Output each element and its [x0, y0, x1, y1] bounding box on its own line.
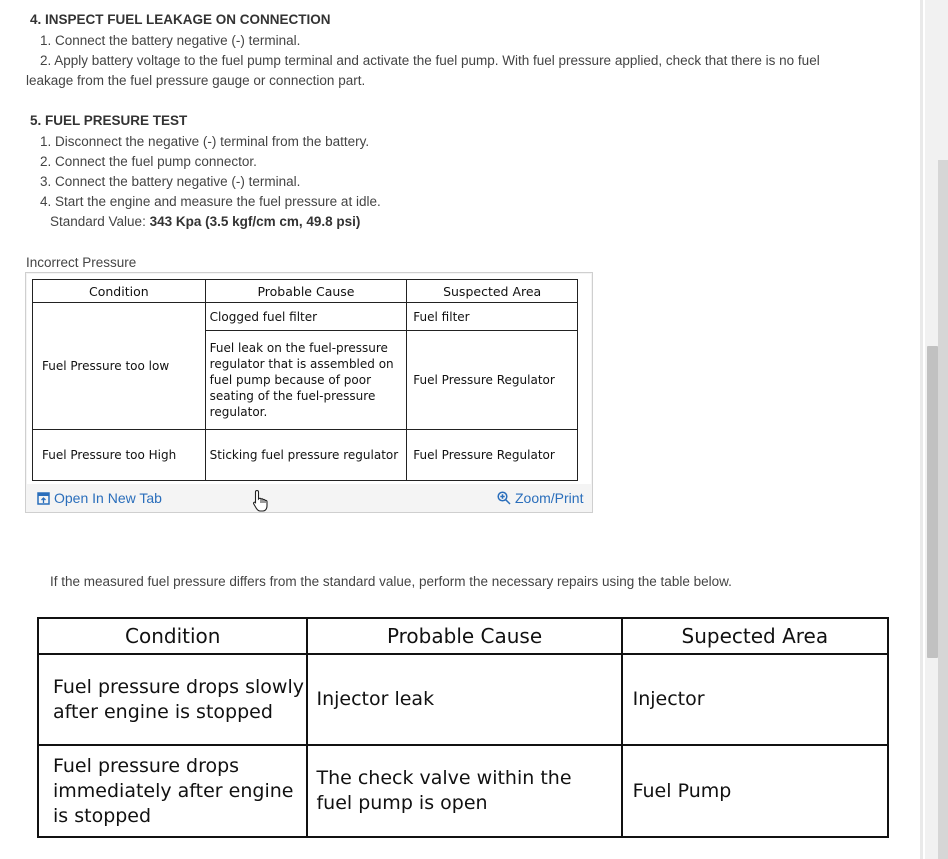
figure-header-condition: Condition	[33, 280, 206, 303]
figure-cause-cell: Clogged fuel filter	[205, 303, 407, 331]
section-4-heading: 4. INSPECT FUEL LEAKAGE ON CONNECTION	[30, 12, 331, 27]
section-5-heading: 5. FUEL PRESURE TEST	[30, 113, 188, 128]
table-header-cause: Probable Cause	[307, 618, 621, 654]
zoom-print-label: Zoom/Print	[515, 490, 584, 506]
figure-table	[32, 279, 578, 481]
hand-pointer-icon	[252, 489, 270, 518]
figure-area-cell: Fuel filter	[407, 303, 578, 331]
table-header-area: Supected Area	[622, 618, 888, 654]
figure-row	[33, 430, 578, 481]
figure-header-cause: Probable Cause	[205, 280, 407, 303]
table-area-cell: Fuel Pump	[622, 745, 888, 837]
figure-area-cell: Fuel Pressure Regulator	[407, 430, 578, 481]
intro-paragraph: If the measured fuel pressure differs from the standard value, perform the necessary repairs using the table below.	[50, 574, 732, 589]
figure-header-area: Suspected Area	[407, 280, 578, 303]
section-5-step-4: 4. Start the engine and measure the fuel pressure at idle.	[40, 194, 381, 209]
repair-table	[37, 617, 889, 838]
open-in-new-tab-link[interactable]	[37, 490, 162, 508]
figure-row	[33, 303, 578, 331]
figure-caption: Incorrect Pressure	[26, 255, 137, 270]
table-condition-cell: Fuel pressure drops immediately after engine is stopped	[38, 745, 307, 837]
section-4-step-1: 1. Connect the battery negative (-) terminal.	[40, 33, 301, 48]
content-border	[920, 0, 923, 859]
section-4-step-2: 2. Apply battery voltage to the fuel pump terminal and activate the fuel pump. With fuel pressure applied, check that there is no fuel	[40, 53, 820, 68]
figure-cause-cell: Sticking fuel pressure regulator	[205, 430, 407, 481]
table-row	[38, 745, 888, 837]
figure-condition-cell: Fuel Pressure too High	[33, 430, 206, 481]
zoom-in-icon	[497, 491, 511, 508]
figure-cause-cell: Fuel leak on the fuel-pressure regulator that is assembled on fuel pump because of poor seating of the fuel-pressure regulator.	[205, 331, 407, 430]
table-cause-cell: Injector leak	[307, 654, 621, 745]
table-condition-cell: Fuel pressure drops slowly after engine is stopped	[38, 654, 307, 745]
standard-value-amount: 343 Kpa (3.5 kgf/cm cm, 49.8 psi)	[149, 214, 361, 229]
standard-value-label: Standard Value:	[50, 214, 150, 229]
figure-condition-cell: Fuel Pressure too low	[33, 303, 206, 430]
open-in-new-tab-icon	[37, 492, 50, 508]
scrollbar-edge	[938, 160, 948, 859]
section-5-step-1: 1. Disconnect the negative (-) terminal from the battery.	[40, 134, 370, 149]
section-5-step-3: 3. Connect the battery negative (-) terminal.	[40, 174, 301, 189]
table-area-cell: Injector	[622, 654, 888, 745]
table-cause-cell: The check valve within the fuel pump is open	[307, 745, 621, 837]
figure-area-cell: Fuel Pressure Regulator	[407, 331, 578, 430]
table-row	[38, 654, 888, 745]
standard-value	[50, 214, 360, 229]
open-in-new-tab-label: Open In New Tab	[54, 490, 162, 506]
table-header-condition: Condition	[38, 618, 307, 654]
zoom-print-link[interactable]	[497, 490, 583, 508]
section-4-step-2-continued: leakage from the fuel pressure gauge or connection part.	[26, 73, 366, 88]
scrollbar-thumb[interactable]	[927, 346, 938, 658]
section-5-step-2: 2. Connect the fuel pump connector.	[40, 154, 257, 169]
